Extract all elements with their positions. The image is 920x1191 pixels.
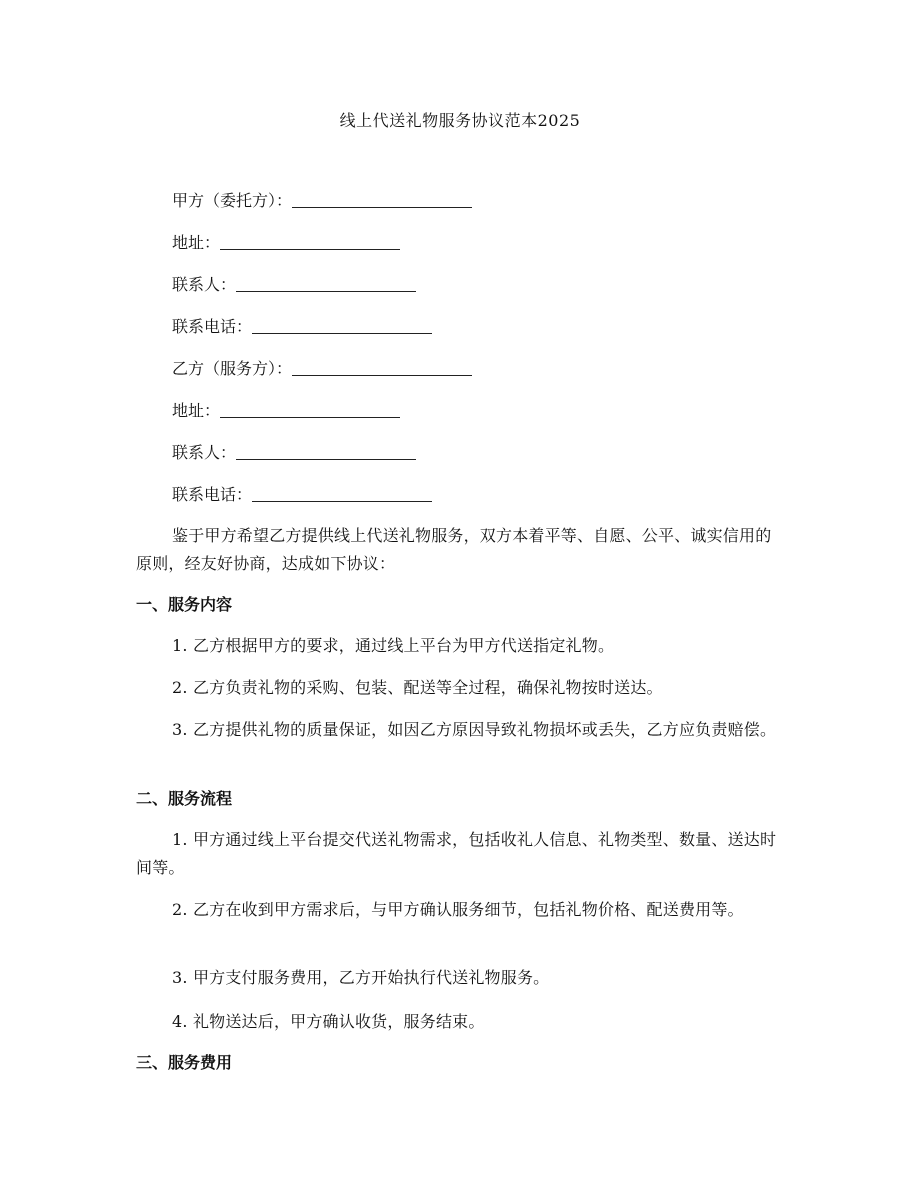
document-title: 线上代送礼物服务协议范本2025	[339, 111, 581, 130]
party-a-contact-blank[interactable]	[236, 275, 416, 292]
party-b-phone-field	[172, 482, 432, 508]
section-2-item-3: 3. 甲方支付服务费用，乙方开始执行代送礼物服务。	[172, 968, 550, 987]
party-a-label: 甲方（委托方）：	[172, 191, 293, 210]
party-b-blank[interactable]	[292, 359, 472, 376]
party-a-phone-label: 联系电话：	[172, 317, 253, 336]
party-a-address-field	[172, 230, 400, 256]
party-b-address-label: 地址：	[172, 401, 221, 420]
party-b-label: 乙方（服务方）：	[172, 359, 293, 378]
section-2-item-4: 4. 礼物送达后，甲方确认收货，服务结束。	[172, 1012, 485, 1031]
party-b-contact-label: 联系人：	[172, 443, 237, 462]
party-b-field	[172, 356, 472, 382]
party-b-phone-blank[interactable]	[252, 485, 432, 502]
section-2-item-2: 2. 乙方在收到甲方需求后，与甲方确认服务细节，包括礼物价格、配送费用等。	[172, 900, 744, 919]
preamble-paragraph: 鉴于甲方希望乙方提供线上代送礼物服务，双方本着平等、自愿、公平、诚实信用的原则，经友好协商，达成如下协议：	[136, 526, 772, 573]
party-b-phone-label: 联系电话：	[172, 485, 253, 504]
party-a-address-label: 地址：	[172, 233, 221, 252]
section-heading-service-content: 一、服务内容	[136, 595, 233, 614]
section-1-item-1: 1. 乙方根据甲方的要求，通过线上平台为甲方代送指定礼物。	[172, 636, 615, 655]
section-1-item-3: 3. 乙方提供礼物的质量保证，如因乙方原因导致礼物损坏或丢失，乙方应负责赔偿。	[172, 720, 777, 739]
party-a-phone-field	[172, 314, 432, 340]
section-heading-service-process: 二、服务流程	[136, 789, 233, 808]
section-2-item-1: 1. 甲方通过线上平台提交代送礼物需求，包括收礼人信息、礼物类型、数量、送达时间等。	[136, 830, 777, 877]
party-a-blank[interactable]	[292, 191, 472, 208]
party-a-phone-blank[interactable]	[252, 317, 432, 334]
party-b-contact-blank[interactable]	[236, 443, 416, 460]
section-1-item-2: 2. 乙方负责礼物的采购、包装、配送等全过程，确保礼物按时送达。	[172, 678, 663, 697]
party-a-contact-field	[172, 272, 416, 298]
party-b-address-blank[interactable]	[220, 401, 400, 418]
party-a-field	[172, 188, 472, 214]
party-b-contact-field	[172, 440, 416, 466]
party-a-address-blank[interactable]	[220, 233, 400, 250]
section-heading-service-fees: 三、服务费用	[136, 1053, 233, 1072]
party-b-address-field	[172, 398, 400, 424]
party-a-contact-label: 联系人：	[172, 275, 237, 294]
